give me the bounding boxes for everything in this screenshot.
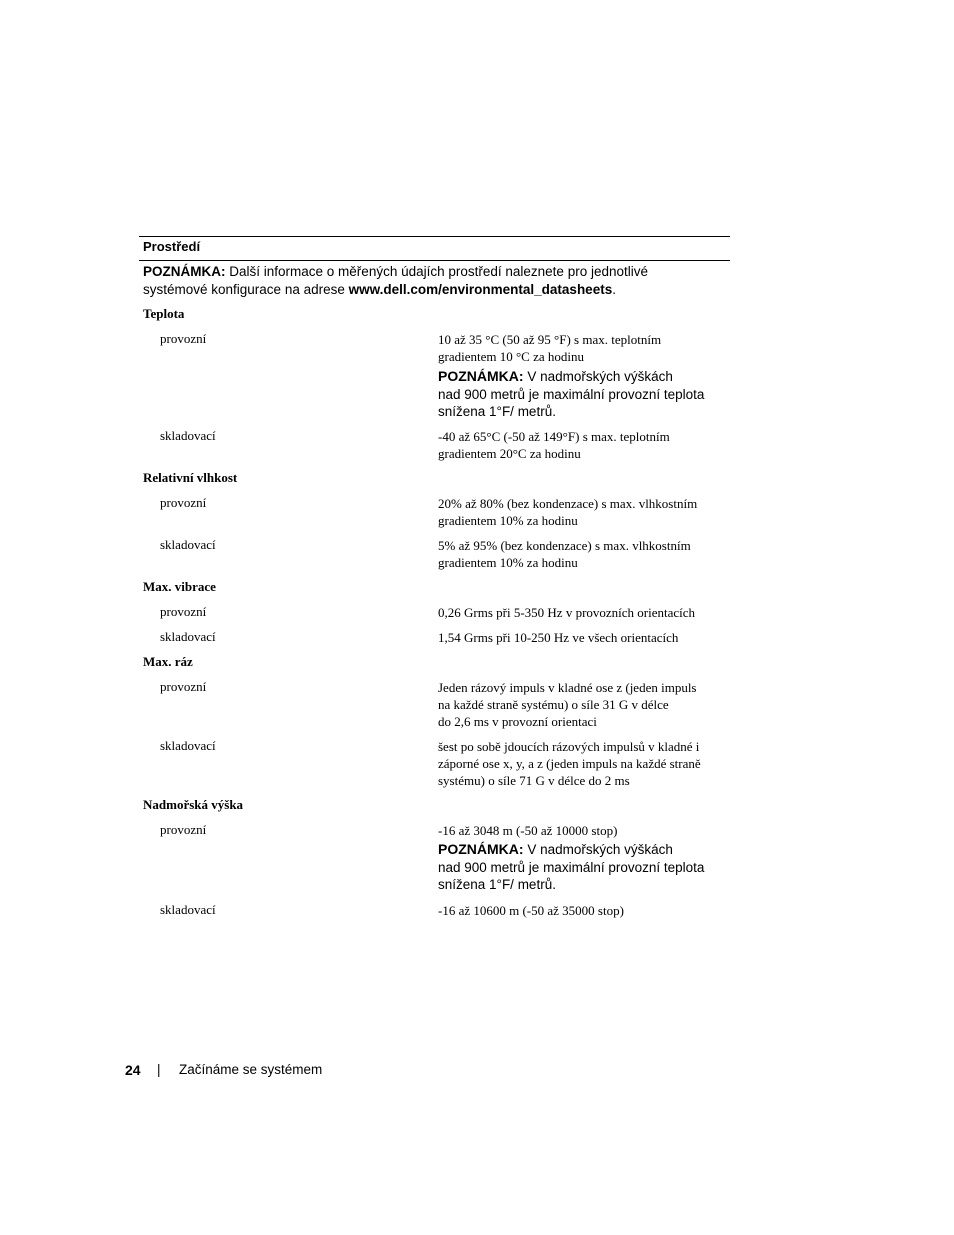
value-line: na každé straně systému) o síle 31 G v délce <box>438 697 669 712</box>
value-line: do 2,6 ms v provozní orientaci <box>438 714 597 729</box>
vibrace-skladovaci-value: 1,54 Grms při 10-250 Hz ve všech orientacích <box>438 630 679 645</box>
category-raz: Max. ráz <box>143 654 193 669</box>
raz-provozni-label: provozní <box>160 679 207 694</box>
value-line: 10 až 35 °C (50 až 95 °F) s max. teplotním <box>438 332 662 347</box>
note-label: POZNÁMKA: <box>438 368 524 384</box>
vyska-provozni-value <box>438 822 704 894</box>
vlhkost-provozni-label: provozní <box>160 495 207 510</box>
raz-skladovaci-label: skladovací <box>160 738 216 753</box>
footer-separator: | <box>157 1062 161 1077</box>
section-title: Prostředí <box>143 239 201 254</box>
chapter-title: Začínáme se systémem <box>179 1062 323 1077</box>
datasheet-link[interactable]: www.dell.com/environmental_datasheets <box>348 282 613 297</box>
vibrace-provozni-value: 0,26 Grms při 5-350 Hz v provozních orientacích <box>438 605 696 620</box>
value-line: šest po sobě jdoucích rázových impulsů v kladné i <box>438 739 700 754</box>
value-line: systému) o síle 71 G v délce do 2 ms <box>438 773 630 788</box>
vibrace-provozni-label: provozní <box>160 604 207 619</box>
value-line: gradientem 20°C za hodinu <box>438 446 581 461</box>
raz-skladovaci-value <box>438 738 701 789</box>
note-line: snížena 1°F/ metrů. <box>438 877 556 892</box>
teplota-provozni-value <box>438 331 704 421</box>
teplota-skladovaci-value <box>438 428 670 462</box>
teplota-provozni-note <box>438 368 704 421</box>
vlhkost-provozni-value <box>438 495 697 529</box>
teplota-provozni-label: provozní <box>160 331 207 346</box>
value-line: 5% až 95% (bez kondenzace) s max. vlhkostním <box>438 538 691 553</box>
intro-note-line1: Další informace o měřených údajích prostředí naleznete pro jednotlivé <box>229 264 648 279</box>
category-teplota: Teplota <box>143 306 185 321</box>
intro-note <box>143 263 648 299</box>
vlhkost-skladovaci-label: skladovací <box>160 537 216 552</box>
value-line: -40 až 65°C (-50 až 149°F) s max. teplotním <box>438 429 670 444</box>
note-line: V nadmořských výškách <box>527 369 673 384</box>
value-line: -16 až 3048 m (-50 až 10000 stop) <box>438 823 618 838</box>
note-line: V nadmořských výškách <box>527 842 673 857</box>
vyska-provozni-label: provozní <box>160 822 207 837</box>
vlhkost-skladovaci-value <box>438 537 691 571</box>
vibrace-skladovaci-label: skladovací <box>160 629 216 644</box>
note-line: nad 900 metrů je maximální provozní teplota <box>438 859 705 875</box>
raz-provozni-value <box>438 679 697 730</box>
table-top-rule <box>139 236 730 237</box>
value-line: gradientem 10% za hodinu <box>438 513 578 528</box>
table-header-rule <box>139 260 730 261</box>
note-label: POZNÁMKA: <box>438 841 524 857</box>
page-number: 24 <box>125 1062 141 1078</box>
value-line: 20% až 80% (bez kondenzace) s max. vlhkostním <box>438 496 698 511</box>
value-line: záporné ose x, y, a z (jeden impuls na každé straně <box>438 756 701 771</box>
category-vyska: Nadmořská výška <box>143 797 244 812</box>
intro-note-label: POZNÁMKA: <box>143 264 226 279</box>
category-vlhkost: Relativní vlhkost <box>143 470 238 485</box>
note-line: nad 900 metrů je maximální provozní teplota <box>438 386 705 402</box>
teplota-skladovaci-label: skladovací <box>160 428 216 443</box>
vyska-provozni-note <box>438 841 704 894</box>
intro-note-period: . <box>612 282 616 297</box>
intro-note-line2: systémové konfigurace na adrese <box>143 282 349 297</box>
category-vibrace: Max. vibrace <box>143 579 216 594</box>
value-line: gradientem 10% za hodinu <box>438 555 578 570</box>
vyska-skladovaci-value: -16 až 10600 m (-50 až 35000 stop) <box>438 903 624 918</box>
note-line: snížena 1°F/ metrů. <box>438 404 556 419</box>
value-line: Jeden rázový impuls v kladné ose z (jeden impuls <box>438 680 697 695</box>
vyska-skladovaci-label: skladovací <box>160 902 216 917</box>
value-line: gradientem 10 °C za hodinu <box>438 349 584 364</box>
